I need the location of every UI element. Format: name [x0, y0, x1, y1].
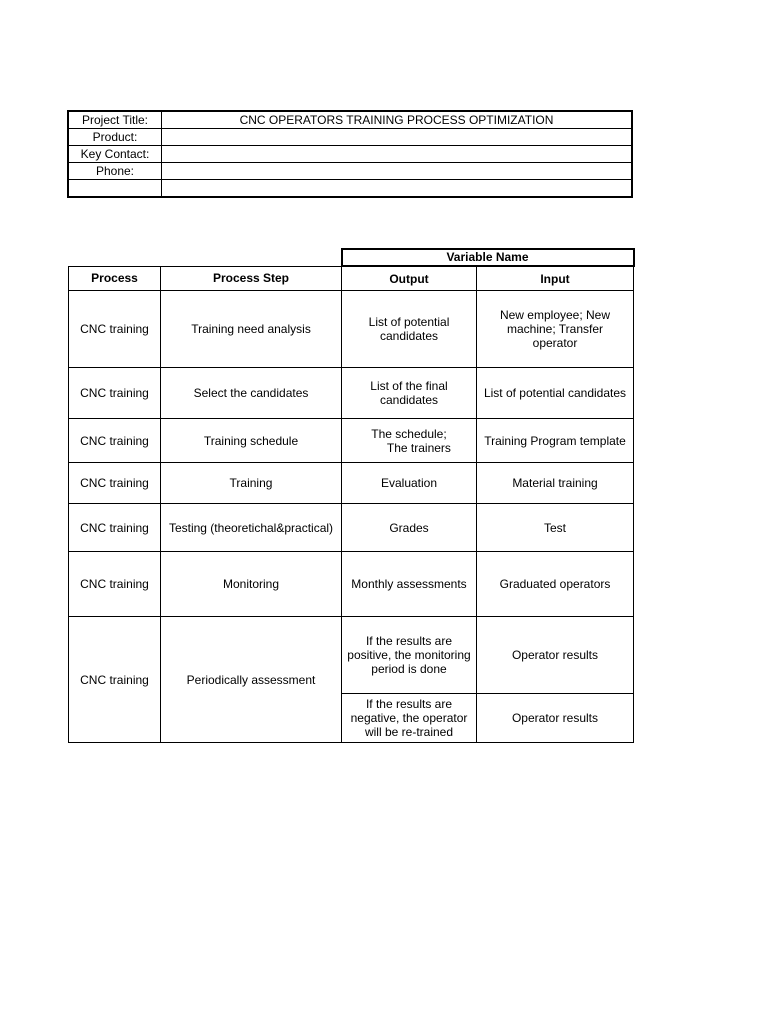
product-label: Product:: [68, 129, 162, 146]
variable-name-header: Variable Name: [342, 249, 634, 266]
process-cell: CNC training: [69, 504, 161, 552]
table-row: [69, 368, 634, 419]
process-cell: CNC training: [69, 368, 161, 419]
table-row: [69, 504, 634, 552]
project-title-row: [68, 111, 632, 129]
key-contact-label: Key Contact:: [68, 146, 162, 163]
process-step-cell: Select the candidates: [161, 368, 342, 419]
input-cell: Material training: [477, 463, 634, 504]
project-info-table: [67, 110, 633, 198]
table-row: [69, 463, 634, 504]
key-contact-value: [162, 146, 633, 163]
product-value: [162, 129, 633, 146]
project-title-label: Project Title:: [68, 111, 162, 129]
process-cell: CNC training: [69, 291, 161, 368]
input-cell: Operator results: [477, 617, 634, 694]
column-header-row: [69, 266, 634, 291]
project-title-value: CNC OPERATORS TRAINING PROCESS OPTIMIZATION: [162, 111, 633, 129]
output-column-header: Output: [342, 266, 477, 291]
process-cell: CNC training: [69, 463, 161, 504]
output-cell: The schedule; The trainers: [342, 419, 477, 463]
phone-row: [68, 163, 632, 180]
process-step-cell: Periodically assessment: [161, 617, 342, 743]
input-cell: Graduated operators: [477, 552, 634, 617]
table-row: [69, 552, 634, 617]
input-cell: Operator results: [477, 694, 634, 743]
table-row: [69, 419, 634, 463]
output-cell: Monthly assessments: [342, 552, 477, 617]
group-header-spacer: [69, 249, 342, 266]
output-cell: If the results are positive, the monitoring period is done: [342, 617, 477, 694]
table-row: [69, 291, 634, 368]
process-cell: CNC training: [69, 617, 161, 743]
process-step-cell: Training schedule: [161, 419, 342, 463]
output-cell: Evaluation: [342, 463, 477, 504]
process-cell: CNC training: [69, 419, 161, 463]
phone-label: Phone:: [68, 163, 162, 180]
input-cell: Training Program template: [477, 419, 634, 463]
output-cell: List of the final candidates: [342, 368, 477, 419]
output-cell: List of potential candidates: [342, 291, 477, 368]
input-cell: New employee; New machine; Transfer operator: [477, 291, 634, 368]
phone-value: [162, 163, 633, 180]
empty-label: [68, 180, 162, 198]
process-step-cell: Monitoring: [161, 552, 342, 617]
process-step-cell: Training need analysis: [161, 291, 342, 368]
key-contact-row: [68, 146, 632, 163]
input-cell: List of potential candidates: [477, 368, 634, 419]
table-row: [69, 617, 634, 694]
process-cell: CNC training: [69, 552, 161, 617]
process-step-cell: Training: [161, 463, 342, 504]
input-column-header: Input: [477, 266, 634, 291]
empty-value: [162, 180, 633, 198]
output-cell: Grades: [342, 504, 477, 552]
process-step-cell: Testing (theoretichal&practical): [161, 504, 342, 552]
process-variable-table: [68, 248, 635, 743]
process-step-column-header: Process Step: [161, 266, 342, 291]
output-cell: If the results are negative, the operator will be re-trained: [342, 694, 477, 743]
input-cell: Test: [477, 504, 634, 552]
product-row: [68, 129, 632, 146]
empty-row: [68, 180, 632, 198]
group-header-row: [69, 249, 634, 266]
process-column-header: Process: [69, 266, 161, 291]
